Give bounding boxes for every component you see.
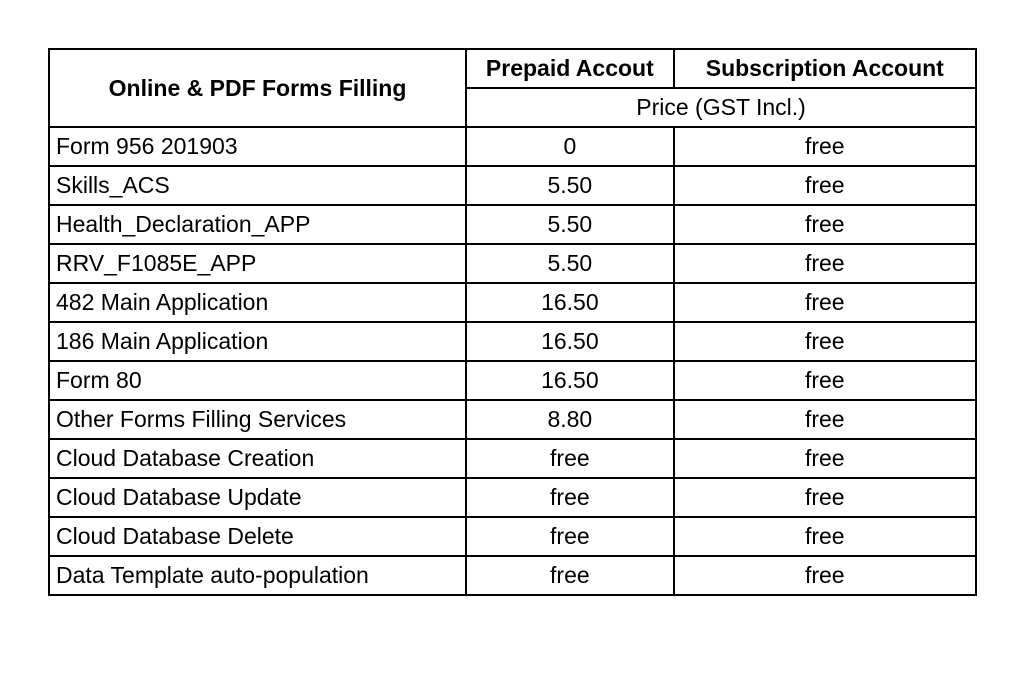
table-row (49, 322, 976, 361)
table-row (49, 244, 976, 283)
cell-prepaid-price: 5.50 (466, 166, 674, 205)
column-header-prepaid: Prepaid Accout (466, 49, 674, 88)
table-row (49, 478, 976, 517)
table-row (49, 439, 976, 478)
cell-prepaid-price: 0 (466, 127, 674, 166)
table-row (49, 400, 976, 439)
pricing-table-container (48, 48, 977, 596)
cell-form-name: Cloud Database Delete (49, 517, 466, 556)
table-body (49, 127, 976, 595)
cell-prepaid-price: 16.50 (466, 283, 674, 322)
cell-form-name: Health_Declaration_APP (49, 205, 466, 244)
cell-subscription-price: free (674, 127, 976, 166)
cell-subscription-price: free (674, 556, 976, 595)
cell-prepaid-price: free (466, 478, 674, 517)
table-title: Online & PDF Forms Filling (49, 49, 466, 127)
cell-form-name: Data Template auto-population (49, 556, 466, 595)
cell-prepaid-price: 5.50 (466, 205, 674, 244)
table-row (49, 283, 976, 322)
cell-subscription-price: free (674, 283, 976, 322)
cell-subscription-price: free (674, 322, 976, 361)
cell-subscription-price: free (674, 166, 976, 205)
table-row (49, 205, 976, 244)
column-header-subscription: Subscription Account (674, 49, 976, 88)
table-row (49, 556, 976, 595)
cell-subscription-price: free (674, 205, 976, 244)
cell-form-name: Form 80 (49, 361, 466, 400)
cell-form-name: Skills_ACS (49, 166, 466, 205)
cell-subscription-price: free (674, 361, 976, 400)
cell-subscription-price: free (674, 478, 976, 517)
cell-prepaid-price: 5.50 (466, 244, 674, 283)
pricing-table (48, 48, 977, 596)
table-row (49, 127, 976, 166)
cell-form-name: Cloud Database Update (49, 478, 466, 517)
cell-form-name: 186 Main Application (49, 322, 466, 361)
cell-subscription-price: free (674, 400, 976, 439)
cell-prepaid-price: free (466, 517, 674, 556)
cell-form-name: Other Forms Filling Services (49, 400, 466, 439)
table-header (49, 49, 976, 127)
price-note: Price (GST Incl.) (466, 88, 976, 127)
cell-prepaid-price: 16.50 (466, 361, 674, 400)
cell-form-name: RRV_F1085E_APP (49, 244, 466, 283)
cell-form-name: Cloud Database Creation (49, 439, 466, 478)
cell-prepaid-price: 8.80 (466, 400, 674, 439)
cell-subscription-price: free (674, 439, 976, 478)
cell-prepaid-price: free (466, 439, 674, 478)
cell-form-name: 482 Main Application (49, 283, 466, 322)
cell-prepaid-price: free (466, 556, 674, 595)
table-row (49, 166, 976, 205)
table-row (49, 517, 976, 556)
table-row (49, 361, 976, 400)
cell-form-name: Form 956 201903 (49, 127, 466, 166)
cell-subscription-price: free (674, 517, 976, 556)
cell-subscription-price: free (674, 244, 976, 283)
header-row-1 (49, 49, 976, 88)
cell-prepaid-price: 16.50 (466, 322, 674, 361)
